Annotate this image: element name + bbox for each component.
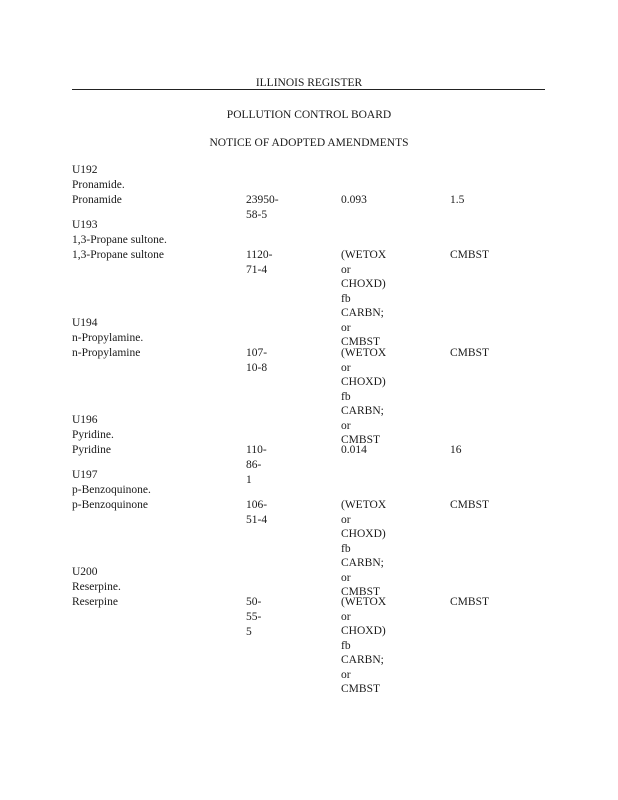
wastewater-standard: 0.014 (341, 444, 367, 456)
waste-code: U193 (72, 219, 98, 231)
cas-number: 107-10-8 (246, 347, 268, 374)
wastewater-standard: (WETOX or CHOXD) fb CARBN; or CMBST (341, 249, 387, 348)
header-rule (72, 89, 545, 90)
wastewater-standard: (WETOX or CHOXD) fb CARBN; or CMBST (341, 347, 387, 446)
nonwastewater-standard: 16 (450, 444, 462, 456)
waste-code: U196 (72, 414, 98, 426)
waste-label: p-Benzoquinone. (72, 484, 151, 496)
waste-code: U197 (72, 469, 98, 481)
cas-number: 50-55-5 (246, 596, 262, 638)
constituent-name: Pronamide (72, 194, 122, 206)
wastewater-standard: (WETOX or CHOXD) fb CARBN; or CMBST (341, 499, 387, 598)
waste-row (72, 193, 465, 221)
cas-number: 110-86-1 (246, 444, 267, 486)
waste-code: U194 (72, 317, 98, 329)
constituent-name: Pyridine (72, 444, 111, 456)
notice-title: NOTICE OF ADOPTED AMENDMENTS (209, 137, 409, 149)
waste-entry (72, 163, 465, 221)
constituent-name: n-Propylamine (72, 347, 141, 359)
board-title: POLLUTION CONTROL BOARD (226, 109, 392, 121)
nonwastewater-standard: CMBST (450, 596, 489, 608)
nonwastewater-standard: CMBST (450, 499, 489, 511)
wastewater-standard: 0.093 (341, 194, 367, 206)
waste-entry (72, 565, 489, 695)
nonwastewater-standard: 1.5 (450, 194, 465, 206)
nonwastewater-standard: CMBST (450, 249, 489, 261)
constituent-name: 1,3-Propane sultone (72, 249, 164, 261)
nonwastewater-standard: CMBST (450, 347, 489, 359)
cas-number: 106-51-4 (246, 499, 268, 526)
wastewater-standard: (WETOX or CHOXD) fb CARBN; or CMBST (341, 596, 387, 695)
waste-label: Reserpine. (72, 581, 121, 593)
cas-number: 23950-58-5 (246, 194, 279, 221)
waste-label: n-Propylamine. (72, 332, 144, 344)
cas-number: 1120-71-4 (246, 249, 273, 276)
waste-code: U200 (72, 566, 98, 578)
waste-label: Pyridine. (72, 429, 114, 441)
waste-code: U192 (72, 164, 98, 176)
register-title: ILLINOIS REGISTER (255, 77, 363, 89)
constituent-name: p-Benzoquinone (72, 499, 149, 511)
waste-label: Pronamide. (72, 179, 125, 191)
constituent-name: Reserpine (72, 596, 118, 608)
waste-label: 1,3-Propane sultone. (72, 234, 167, 246)
waste-row (72, 595, 489, 695)
